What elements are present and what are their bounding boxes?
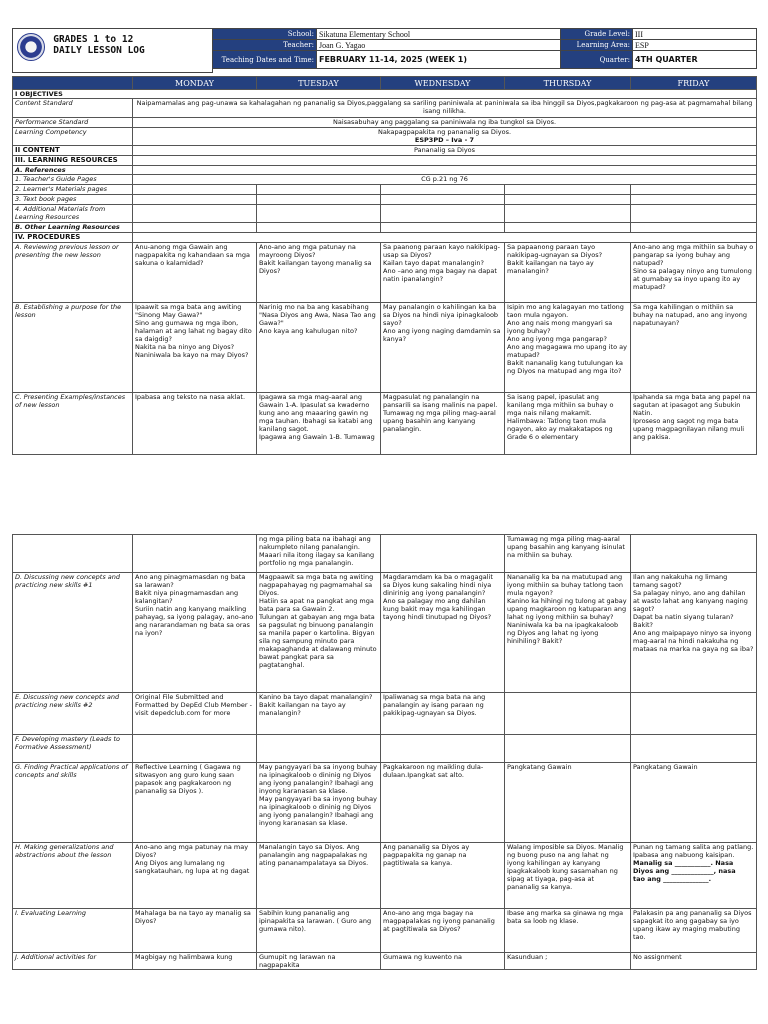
additional-materials-label: 4. Additional Materials from Learning Resources bbox=[13, 205, 133, 223]
row-c-label: C. Presenting Examples/instances of new lesson bbox=[13, 393, 133, 455]
row-c-friday: Ipahanda sa mga bata ang papel na sagutan at ipasagot ang Subukin Natin. Iproseso ang sagot ng mga bata upang magpagnilayan nilang muli ang pakisa. bbox=[631, 393, 757, 455]
row-c-wednesday: Magpasulat ng panalangin na pansarili sa isang malinis na papel. Tumawag ng mga piling mag-aaral upang basahin ang kanyang panalangin. bbox=[381, 393, 505, 455]
day-header-friday: FRIDAY bbox=[631, 77, 757, 90]
school-value: Sikatuna Elementary School bbox=[317, 29, 561, 40]
row-i-label: I. Evaluating Learning bbox=[13, 909, 133, 953]
title-line-1: GRADES 1 to 12 bbox=[53, 34, 134, 45]
competency-label: Learning Competency bbox=[13, 128, 133, 146]
content-standard-value: Naipamamalas ang pag-unawa sa kahalagahan ng pananalig sa Diyos,paggalang sa sariling paniniwala at paniniwala sa iba hinggil sa Diyos,pagkakaroon ng pag-asa at pagmamahal bilang isang nilikha. bbox=[133, 99, 757, 118]
continued-monday bbox=[133, 535, 257, 573]
continued-thursday: Tumawag ng mga piling mag-aaral upang basahin ang kanyang isinulat na mithiin sa buhay. bbox=[505, 535, 631, 573]
continued-wednesday bbox=[381, 535, 505, 573]
day-header-wednesday: WEDNESDAY bbox=[381, 77, 505, 90]
row-i-thursday: Ibase ang marka sa ginawa ng mga bata sa loob ng klase. bbox=[505, 909, 631, 953]
row-a-wednesday: Sa paanong paraan kayo nakikipag-usap sa Diyos? Kailan tayo dapat manalangin? Ano –ano ang mga bagay na dapat natin ipanalangin? bbox=[381, 243, 505, 303]
row-i-wednesday: Ano-ano ang mga bagay na magpapalakas ng iyong pananalig at pagtitiwala sa Diyos? bbox=[381, 909, 505, 953]
row-j-tuesday: Gumupit ng larawan na nagpapakita bbox=[257, 953, 381, 970]
dates-label: Teaching Dates and Time: bbox=[213, 51, 317, 69]
row-a-friday: Ano-ano ang mga mithiin sa buhay o pangarap sa iyong buhay ang natupad? Sino sa palagay ninyo ang tumulong at gumabay sa inyo upang ito ay matupad? bbox=[631, 243, 757, 303]
row-g-thursday: Pangkatang Gawain bbox=[505, 763, 631, 843]
row-g-tuesday: May pangyayari ba sa inyong buhay na ipinagkaloob o dininig ng Diyos ang iyong panalangin? Ibahagi ang inyong karanasan sa klase. May pangyayari ba sa inyong buhay na ipinagkaloob o dininig ng Diyos ang iyong panalangin? Ibahagi ang inyong karanasan sa klase. bbox=[257, 763, 381, 843]
content-value: Pananalig sa Diyos bbox=[133, 146, 757, 156]
competency-value bbox=[133, 128, 757, 146]
row-c-thursday: Sa isang papel, ipasulat ang kanilang mga mithiin sa buhay o mga nais nilang makamit. Halimbawa: Tatlong taon mula ngayon, ako ay makakatapos ng Grade 6 o elementary bbox=[505, 393, 631, 455]
day-header-monday: MONDAY bbox=[133, 77, 257, 90]
row-d-thursday: Nananalig ka ba na matutupad ang iyong mithiin sa buhay tatlong taon mula ngayon? Kanino ka hihingi ng tulong at gabay upang magkaroon ng katuparan ang lahat ng iyong mithiin sa buhay? Naniniwala ka ba na ipagkakaloob ng Diyos ang lahat ng iyong hinihiling? Bakit? bbox=[505, 573, 631, 693]
row-h-tuesday: Manalangin tayo sa Diyos. Ang panalangin ang nagpapalakas ng ating pananampalataya sa Diyos. bbox=[257, 843, 381, 909]
lesson-log-page-2 bbox=[12, 534, 756, 970]
row-i-friday: Palakasin pa ang pananalig sa Diyos sapagkat ito ang gagabay sa iyo upang ikaw ay maging mabuting tao. bbox=[631, 909, 757, 953]
references-heading: A. References bbox=[13, 166, 133, 175]
area-label: Learning Area: bbox=[561, 40, 633, 51]
quarter-value: 4TH QUARTER bbox=[633, 51, 757, 69]
row-b-friday: Sa mga kahilingan o mithiin sa buhay na natupad, ano ang inyong napatunayan? bbox=[631, 303, 757, 393]
row-e-thursday bbox=[505, 693, 631, 735]
day-header-thursday: THURSDAY bbox=[505, 77, 631, 90]
row-d-label: D. Discussing new concepts and practicing new skills #1 bbox=[13, 573, 133, 693]
dates-value: FEBRUARY 11-14, 2025 (WEEK 1) bbox=[317, 51, 561, 69]
textbook-label: 3. Text book pages bbox=[13, 195, 133, 205]
deped-seal-icon bbox=[17, 33, 45, 61]
continued-tuesday: ng mga piling bata na ibahagi ang nakumpleto nilang panalangin. Maaari nila itong ilagay sa kanilang portfolio ng mga panalangin. bbox=[257, 535, 381, 573]
row-b-tuesday: Narinig mo na ba ang kasabihang "Nasa Diyos ang Awa, Nasa Tao ang Gawa?" Ano kaya ang kahulugan nito? bbox=[257, 303, 381, 393]
row-b-monday: Ipaawit sa mga bata ang awiting "Sinong May Gawa?" Sino ang gumawa ng mga ibon, halaman at ang lahat ng bagay dito sa daigdig? Nakita na ba ninyo ang Diyos? Naniniwala ba kayo na may Diyos? bbox=[133, 303, 257, 393]
row-e-tuesday: Kanino ba tayo dapat manalangin? Bakit kailangan na tayo ay manalangin? bbox=[257, 693, 381, 735]
row-g-monday: Reflective Learning ( Gagawa ng sitwasyon ang guro kung saan papasok ang pagkakaroon ng pananalig sa Diyos ). bbox=[133, 763, 257, 843]
row-i-tuesday: Sabihin kung pananalig ang ipinapakita sa larawan. ( Guro ang gumawa nito). bbox=[257, 909, 381, 953]
resources-heading: III. LEARNING RESOURCES bbox=[13, 156, 133, 166]
row-j-thursday: Kasunduan ; bbox=[505, 953, 631, 970]
fill-line-2: Diyos ang _____________, nasa bbox=[633, 867, 736, 875]
row-j-friday: No assignment bbox=[631, 953, 757, 970]
row-d-wednesday: Magdaramdam ka ba o magagalit sa Diyos kung sakaling hindi niya dinirinig ang iyong panalangin? Ano sa palagay mo ang dahilan kung bakit may mga kahilingan tayong hindi tinutupad ng Diyos? bbox=[381, 573, 505, 693]
teacher-value: Joan G. Yagao bbox=[317, 40, 561, 51]
performance-standard-value: Naisasabuhay ang paggalang sa paniniwala ng iba tungkol sa Diyos. bbox=[133, 118, 757, 128]
row-i-monday: Mahalaga ba na tayo ay manalig sa Diyos? bbox=[133, 909, 257, 953]
row-j-label: J. Additional activities for bbox=[13, 953, 133, 970]
competency-code: ESP3PD – Iva - 7 bbox=[414, 136, 475, 144]
row-a-label: A. Reviewing previous lesson or presenting the new lesson bbox=[13, 243, 133, 303]
objectives-heading: I OBJECTIVES bbox=[13, 90, 757, 99]
row-c-tuesday: Ipagawa sa mga mag-aaral ang Gawain 1-A. Ipasulat sa kwaderno kung ano ang maaaring gawin ng mga tauhan. Ibahagi sa katabi ang kanilang sagot. Ipagawa ang Gawain 1-B. Tumawag bbox=[257, 393, 381, 455]
row-j-monday: Magbigay ng halimbawa kung bbox=[133, 953, 257, 970]
row-b-thursday: Isipin mo ang kalagayan mo tatlong taon mula ngayon. Ano ang nais mong mangyari sa iyong buhay? Ano ang iyong mga pangarap? Ano ang magagawa mo upang ito ay matupad? Bakit nananalig kang tutulungan ka ng Diyos na matupad ang mga ito? bbox=[505, 303, 631, 393]
row-d-monday: Ano ang pinagmamasdan ng bata sa larawan? Bakit niya pinagmamasdan ang kalangitan? Suriin natin ang kanyang maikling pahayag, sa iyong palagay, ano-ano ang nararandaman ng bata sa oras na iyon? bbox=[133, 573, 257, 693]
row-g-label: G. Finding Practical applications of concepts and skills bbox=[13, 763, 133, 843]
area-value: ESP bbox=[633, 40, 757, 51]
row-h-monday: Ano-ano ang mga patunay na may Diyos? Ang Diyos ang lumalang ng sangkatauhan, ng lupa at ng dagat bbox=[133, 843, 257, 909]
performance-standard-label: Performance Standard bbox=[13, 118, 133, 128]
row-c-monday: Ipabasa ang teksto na nasa aklat. bbox=[133, 393, 257, 455]
teacher-label: Teacher: bbox=[213, 40, 317, 51]
continued-friday bbox=[631, 535, 757, 573]
row-h-friday-text: Punan ng tamang salita ang patlang. Ipabasa ang nabuong kaisipan. bbox=[633, 843, 754, 859]
quarter-label: Quarter: bbox=[561, 51, 633, 69]
row-a-thursday: Sa papaanong paraan tayo nakikipag-ugnayan sa Diyos? Bakit kailangan na tayo ay manalangin? bbox=[505, 243, 631, 303]
header-table bbox=[12, 28, 757, 73]
grade-label: Grade Level: bbox=[561, 29, 633, 40]
row-e-label: E. Discussing new concepts and practicing new skills #2 bbox=[13, 693, 133, 735]
log-title bbox=[53, 34, 145, 56]
row-g-wednesday: Pagkakaroon ng maikling dula-dulaan.Ipangkat sat alto. bbox=[381, 763, 505, 843]
school-label: School: bbox=[213, 29, 317, 40]
row-h-wednesday: Ang pananalig sa Diyos ay pagpapakita ng ganap na pagtitiwala sa kanya. bbox=[381, 843, 505, 909]
lesson-table-1 bbox=[12, 76, 757, 455]
continued-label bbox=[13, 535, 133, 573]
row-a-monday: Anu-anong mga Gawain ang nagpapakita ng kahandaan sa mga sakuna o kalamidad? bbox=[133, 243, 257, 303]
competency-text: Nakapagpapakita ng pananalig sa Diyos. bbox=[377, 128, 512, 136]
day-header-tuesday: TUESDAY bbox=[257, 77, 381, 90]
guide-value: CG p.21 ng 76 bbox=[133, 175, 757, 185]
content-heading: II CONTENT bbox=[13, 146, 133, 156]
row-b-label: B. Establishing a purpose for the lesson bbox=[13, 303, 133, 393]
lesson-table-2 bbox=[12, 534, 757, 970]
fill-line-1: Manalig sa ___________. Nasa bbox=[633, 859, 734, 867]
row-a-tuesday: Ano-ano ang mga patunay na mayroong Diyos? Bakit kailangan tayong manalig sa Diyos? bbox=[257, 243, 381, 303]
header-brand bbox=[13, 29, 213, 73]
fill-line-3: tao ang ______________. bbox=[633, 875, 712, 883]
row-d-tuesday: Magpaawit sa mga bata ng awiting nagpapahayag ng pagmamahal sa Diyos. Hatiin sa apat na pangkat ang mga bata para sa Gawain 2. Tulungan at gabayan ang mga bata sa pagsulat ng binuong panalangin sa manila paper o kartolina. Bigyan sila ng sampung minuto para makapaghanda at dalawang minuto bawat pangkat para sa pagtatanghal. bbox=[257, 573, 381, 693]
title-line-2: DAILY LESSON LOG bbox=[53, 45, 145, 56]
guide-label: 1. Teacher's Guide Pages bbox=[13, 175, 133, 185]
row-j-wednesday: Gumawa ng kuwento na bbox=[381, 953, 505, 970]
procedures-heading: IV. PROCEDURES bbox=[13, 233, 133, 243]
content-standard-label: Content Standard bbox=[13, 99, 133, 118]
row-b-wednesday: May panalangin o kahilingan ka ba sa Diyos na hindi niya ipinagkaloob sayo? Ano ang iyong naging damdamin sa kanya? bbox=[381, 303, 505, 393]
row-e-friday bbox=[631, 693, 757, 735]
row-h-thursday: Walang imposible sa Diyos. Manalig ng buong puso na ang lahat ng iyong kahilingan ay kanyang ipagkakaloob kung sasamahan ng sipag at tiyaga, pag-asa at pananalig sa kanya. bbox=[505, 843, 631, 909]
lesson-log-page-1 bbox=[12, 28, 756, 455]
day-header-blank bbox=[13, 77, 133, 90]
row-g-friday: Pangkatang Gawain bbox=[631, 763, 757, 843]
row-e-wednesday: Ipaliwanag sa mga bata na ang panalangin ay isang paraan ng pakikipag-ugnayan sa Diyos. bbox=[381, 693, 505, 735]
row-d-friday: Ilan ang nakakuha ng limang tamang sagot? Sa palagay ninyo, ano ang dahilan at wasto lahat ang kanyang naging sagot? Dapat ba natin siyang tularan? Bakit? Ano ang maipapayo ninyo sa inyong mag-aaral na hindi nakakuha ng mataas na marka na gaya ng sa iba? bbox=[631, 573, 757, 693]
row-e-monday: Original File Submitted and Formatted by DepEd Club Member - visit depedclub.com for more bbox=[133, 693, 257, 735]
grade-value: III bbox=[633, 29, 757, 40]
other-resources-label: B. Other Learning Resources bbox=[13, 223, 133, 233]
row-h-label: H. Making generalizations and abstractions about the lesson bbox=[13, 843, 133, 909]
materials-label: 2. Learner's Materials pages bbox=[13, 185, 133, 195]
row-f-label: F. Developing mastery (Leads to Formative Assessment) bbox=[13, 735, 133, 763]
row-h-friday bbox=[631, 843, 757, 909]
